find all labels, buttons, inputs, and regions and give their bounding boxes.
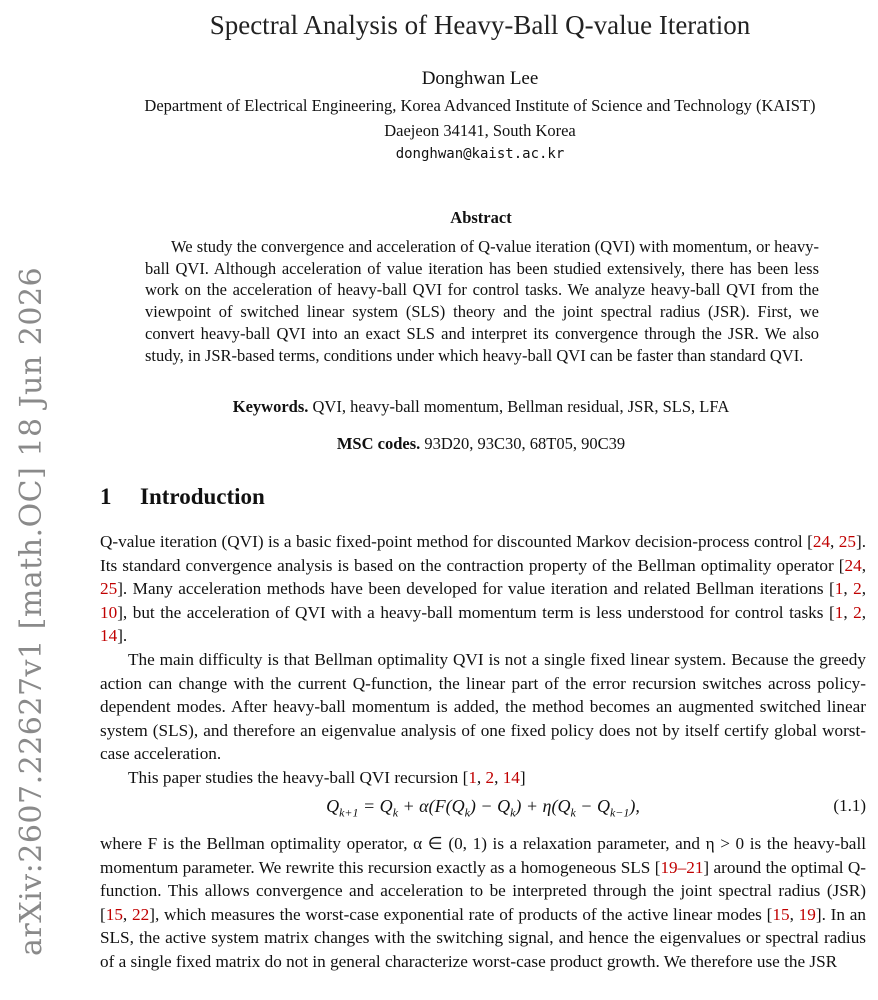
citation-link[interactable]: 1 bbox=[834, 579, 844, 599]
citation-link[interactable]: 2 bbox=[485, 767, 495, 787]
paragraph-text: , bbox=[830, 532, 839, 551]
paragraph-text: , bbox=[494, 767, 503, 787]
equation-expression: $Q_{k+1} = Q_k + \alpha(F(Q_k) - Q_k) + \eta(Q_k - Q_{k-1})$, bbox=[326, 796, 640, 820]
msc-codes-label: MSC codes. bbox=[336, 434, 421, 453]
abstract-heading: Abstract bbox=[450, 208, 512, 227]
paragraph-text: , bbox=[789, 904, 799, 924]
citation-link[interactable]: 10 bbox=[100, 602, 118, 622]
keywords-label: Keywords. bbox=[232, 397, 309, 416]
keywords-text: QVI, heavy-ball momentum, Bellman residual, JSR, SLS, LFA bbox=[308, 397, 730, 416]
paragraph-2: The main difficulty is that Bellman optimality QVI is not a single fixed linear system. Because the greedy action can change with the current Q-function, the linear part of the error recursion switches across policy-dependent modes. After heavy-ball momentum is added, the method becomes an augmented switched linear system (SLS), and therefore an eigenvalue analysis of one fixed policy does not by itself certify global worst-case acceleration. bbox=[100, 649, 866, 764]
paragraph-text: ], but the acceleration of QVI with a heavy-ball momentum term is less understood for control tasks [ bbox=[117, 602, 835, 622]
paragraph-text: , bbox=[861, 579, 867, 599]
paragraph-text: ]. Its standard convergence analysis is based on the contraction property of the Bellman optimality operator [ bbox=[100, 532, 867, 575]
paragraph-text: This paper studies the heavy-ball QVI recursion [ bbox=[128, 767, 469, 787]
citation-link[interactable]: 19–21 bbox=[660, 857, 704, 877]
section-title: Introduction bbox=[140, 484, 265, 509]
citation-link[interactable]: 15 bbox=[772, 904, 790, 924]
citation-link[interactable]: 25 bbox=[838, 532, 856, 551]
citation-link[interactable]: 1 bbox=[834, 602, 844, 622]
abstract-text: We study the convergence and acceleration of Q-value iteration (QVI) with momentum, or heavy-ball QVI. Although acceleration of value iteration has been studied extensively, there has been less work on the acceleration of heavy-ball QVI for control tasks. We analyze heavy-ball QVI from the viewpoint of switched linear system (SLS) theory and the joint spectral radius (JSR). First, we convert heavy-ball QVI into an exact SLS and interpret its convergence through the JSR. We also study, in JSR-based terms, conditions under which heavy-ball QVI can be faster than standard QVI. bbox=[145, 237, 819, 365]
paragraph-text: ] bbox=[519, 767, 526, 787]
paragraph-text: [ bbox=[807, 532, 813, 551]
equation-1-1 bbox=[100, 796, 866, 822]
citation-link[interactable]: 24 bbox=[844, 555, 862, 575]
paper-title: Spectral Analysis of Heavy-Ball Q-value Iteration bbox=[209, 10, 751, 40]
keywords-line bbox=[100, 397, 862, 417]
paragraph-text: where F is the Bellman optimality operator, α ∈ (0, 1) is a relaxation parameter, and η > 0 is the heavy-ball momentum parameter. We rewrite this recursion exactly as a homogeneous SLS [ bbox=[100, 834, 866, 877]
msc-codes-text: 93D20, 93C30, 68T05, 90C39 bbox=[420, 434, 626, 453]
affiliation-line-2: Daejeon 34141, South Korea bbox=[384, 121, 576, 140]
arxiv-identifier-text: arXiv:2607.22627v1 [math.OC] 18 Jun 2026 bbox=[14, 266, 49, 956]
paragraph-text: , bbox=[861, 602, 867, 622]
paragraph-3 bbox=[100, 766, 866, 790]
paragraph-text: ] around the optimal Q-function. This allows convergence and acceleration to be interpreted through the joint spectral radius (JSR) [ bbox=[100, 857, 866, 924]
citation-link[interactable]: 15 bbox=[105, 904, 123, 924]
msc-codes-line bbox=[100, 434, 862, 454]
affiliation-line-1: Department of Electrical Engineering, Korea Advanced Institute of Science and Technology (KAIST) bbox=[144, 96, 816, 115]
citation-link[interactable]: 22 bbox=[132, 904, 150, 924]
paragraph-text: , bbox=[843, 602, 854, 622]
paragraph-text: ]. Many acceleration methods have been developed for value iteration and related Bellman iterations [ bbox=[117, 579, 835, 599]
author-name: Donghwan Lee bbox=[421, 68, 539, 89]
paragraph-text: , bbox=[843, 579, 854, 599]
citation-link[interactable]: 1 bbox=[468, 767, 477, 787]
citation-link[interactable]: 14 bbox=[502, 767, 520, 787]
author-email[interactable]: donghwan@kaist.ac.kr bbox=[395, 146, 565, 162]
paragraph-text: ], which measures the worst-case exponential rate of products of the active linear modes [ bbox=[149, 904, 773, 924]
paragraph-4 bbox=[100, 832, 866, 974]
paragraph-text: , bbox=[861, 555, 866, 575]
citation-link[interactable]: 25 bbox=[100, 579, 118, 599]
paragraph-text: , bbox=[122, 904, 133, 924]
section-heading bbox=[100, 484, 265, 510]
citation-link[interactable]: 24 bbox=[812, 532, 831, 551]
paragraph-after-equation bbox=[100, 832, 866, 974]
citation-link[interactable]: 14 bbox=[100, 626, 118, 646]
paragraph-text: , bbox=[476, 767, 486, 787]
intro-paragraphs bbox=[100, 530, 866, 790]
paragraph-text: ]. bbox=[117, 626, 128, 646]
paragraph-text: Q-value iteration (QVI) is a basic fixed-point method for discounted Markov decision-process control bbox=[100, 532, 808, 551]
paragraph-1 bbox=[100, 530, 866, 648]
equation-number: (1.1) bbox=[833, 796, 866, 815]
paragraph-text: ]. In an SLS, the active system matrix changes with the switching signal, and hence the eigenvalues or spectral radius of a single fixed matrix do not in general characterize worst-case product growth. We therefore use the JSR bbox=[100, 904, 867, 971]
citation-link[interactable]: 2 bbox=[853, 602, 862, 622]
citation-link[interactable]: 19 bbox=[798, 904, 816, 924]
citation-link[interactable]: 2 bbox=[853, 579, 862, 599]
section-number: 1 bbox=[100, 484, 112, 509]
